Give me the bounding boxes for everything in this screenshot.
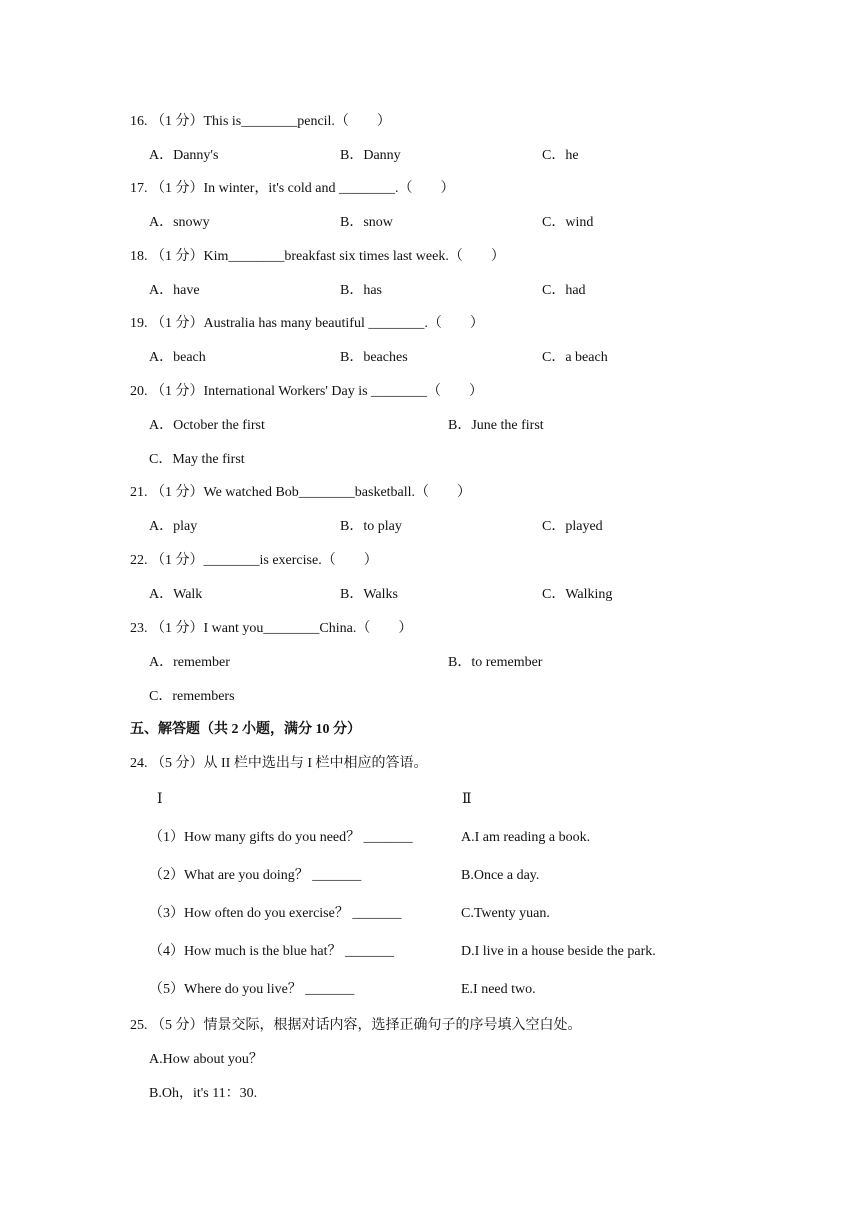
question-19-stem: 19. （1 分）Australia has many beautiful ________.（ ） <box>130 316 484 331</box>
question-22-stem: 22. （1 分）________is exercise.（ ） <box>130 553 378 568</box>
question-18-option-c: C．had <box>542 283 586 298</box>
question-17-stem: 17. （1 分）In winter，it's cold and ________.（ ） <box>130 181 455 196</box>
question-16-option-b: B．Danny <box>340 148 401 163</box>
match-right-item: B.Once a day. <box>461 868 540 883</box>
question-17-option-b: B．snow <box>340 215 393 230</box>
question-20-stem: 20. （1 分）International Workers' Day is ________（ ） <box>130 384 484 399</box>
match-right-item: C.Twenty yuan. <box>461 906 550 921</box>
question-22-option-c: C．Walking <box>542 587 613 602</box>
question-18-stem: 18. （1 分）Kim________breakfast six times last week.（ ） <box>130 249 505 264</box>
question-25-stem: 25. （5 分）情景交际，根据对话内容，选择正确句子的序号填入空白处。 <box>130 1018 582 1033</box>
column-2-header: Ⅱ <box>462 792 472 807</box>
question-24-stem: 24. （5 分）从 II 栏中选出与 I 栏中相应的答语。 <box>130 756 428 771</box>
question-23-option-b: B．to remember <box>448 655 543 670</box>
question-18-option-a: A．have <box>149 283 200 298</box>
match-right-item: D.I live in a house beside the park. <box>461 944 656 959</box>
question-20-option-b: B．June the first <box>448 418 544 433</box>
question-19-option-b: B．beaches <box>340 350 408 365</box>
question-21-option-a: A．play <box>149 519 198 534</box>
question-25-option-b: B.Oh，it's 11：30. <box>149 1086 258 1101</box>
match-left-item: （5）Where do you live？ _______ <box>149 982 355 997</box>
question-18-option-b: B．has <box>340 283 382 298</box>
question-23-stem: 23. （1 分）I want you________China.（ ） <box>130 621 413 636</box>
question-16-option-c: C．he <box>542 148 579 163</box>
question-16-option-a: A．Danny's <box>149 148 219 163</box>
question-21-stem: 21. （1 分）We watched Bob________basketball.（ ） <box>130 485 472 500</box>
question-20-option-a: A．October the first <box>149 418 265 433</box>
question-16-stem: 16. （1 分）This is________pencil.（ ） <box>130 114 391 129</box>
question-22-option-b: B．Walks <box>340 587 398 602</box>
question-17-option-a: A．snowy <box>149 215 210 230</box>
match-left-item: （3）How often do you exercise？ _______ <box>149 906 402 921</box>
question-19-option-c: C．a beach <box>542 350 608 365</box>
match-right-item: A.I am reading a book. <box>461 830 591 845</box>
question-25-option-a: A.How about you？ <box>149 1052 263 1067</box>
question-17-option-c: C．wind <box>542 215 594 230</box>
match-right-item: E.I need two. <box>461 982 536 997</box>
question-23-option-a: A．remember <box>149 655 230 670</box>
question-21-option-c: C．played <box>542 519 603 534</box>
match-left-item: （4）How much is the blue hat？ _______ <box>149 944 394 959</box>
question-22-option-a: A．Walk <box>149 587 203 602</box>
section-heading: 五、解答题（共 2 小题，满分 10 分） <box>130 722 361 737</box>
question-20-option-c: C．May the first <box>149 452 245 467</box>
column-1-header: Ⅰ <box>157 792 163 807</box>
question-21-option-b: B．to play <box>340 519 402 534</box>
question-19-option-a: A．beach <box>149 350 206 365</box>
question-23-option-c: C．remembers <box>149 689 235 704</box>
match-left-item: （2）What are you doing？ _______ <box>149 868 362 883</box>
match-left-item: （1）How many gifts do you need？ _______ <box>149 830 413 845</box>
